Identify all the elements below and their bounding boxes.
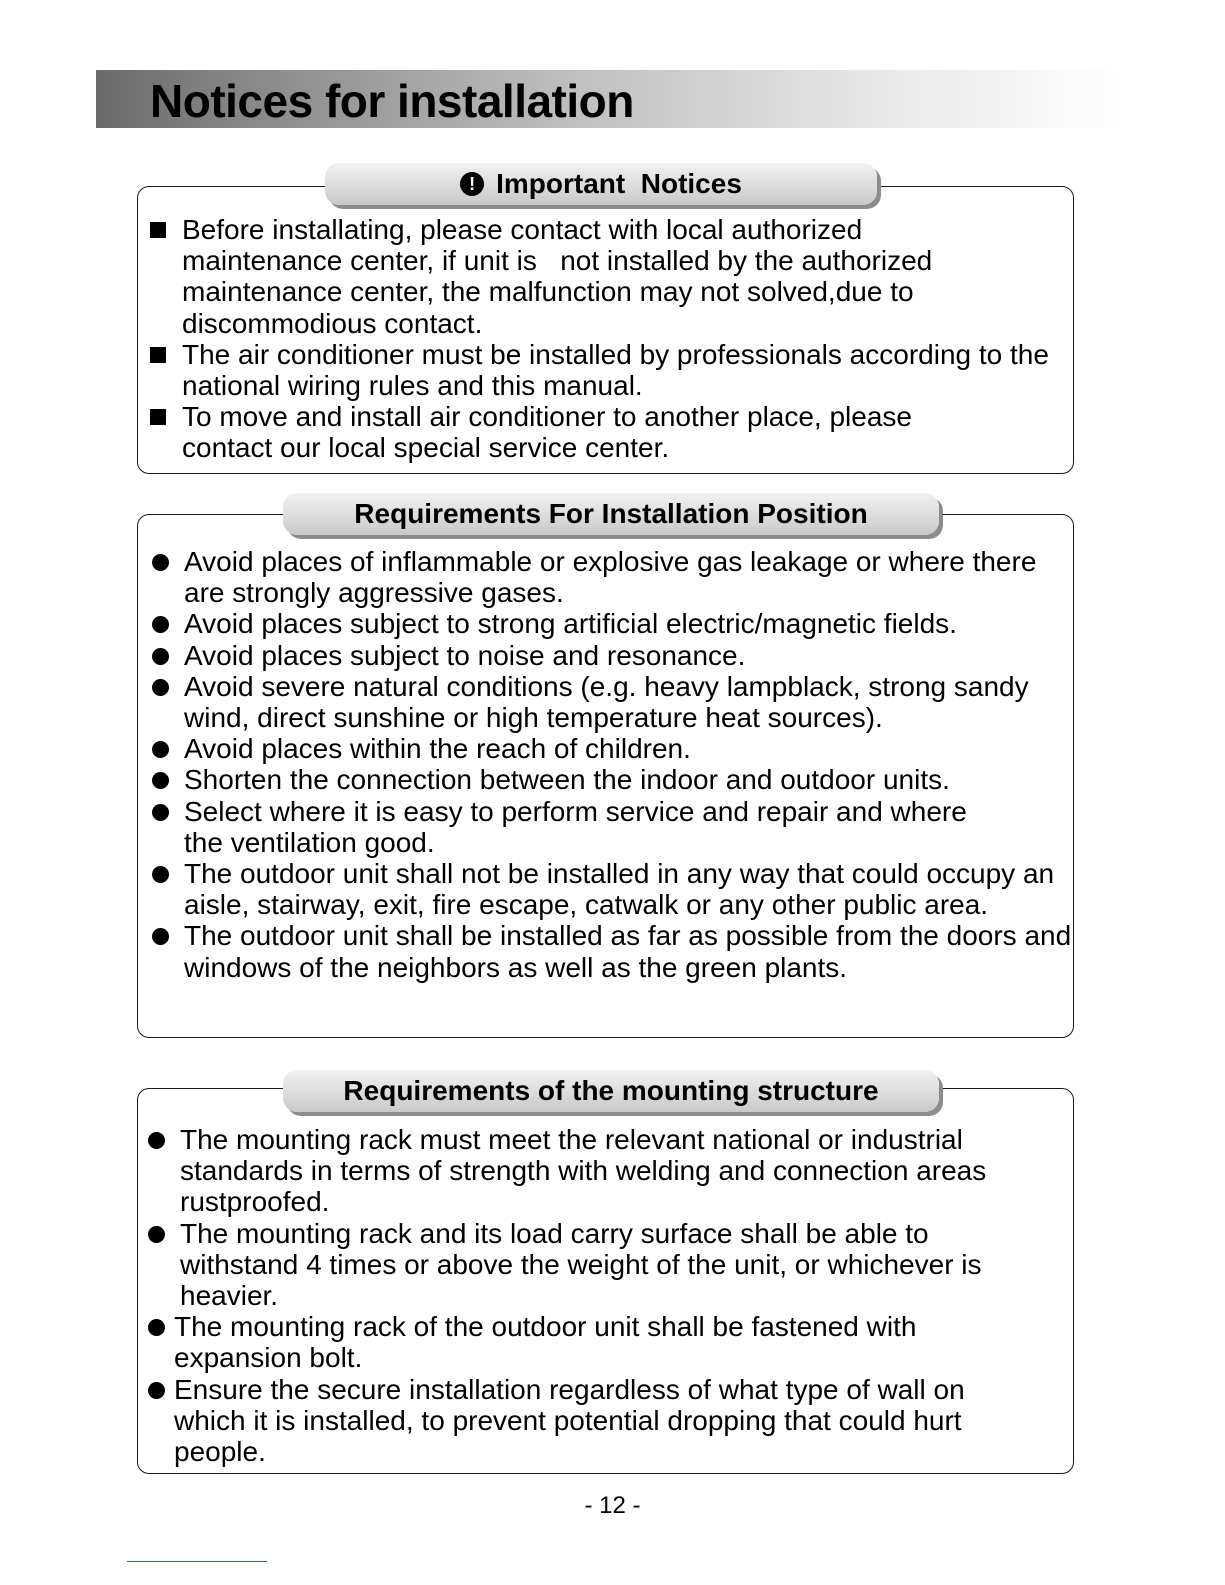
footer-link-underline bbox=[127, 1561, 267, 1562]
list-item-text: Before installating, please contact with local authorized maintenance center, if unit is not installed by the authorized maintenance center, the malfunction may not solved,due to discommodious contact. bbox=[182, 214, 941, 339]
circle-bullet-icon bbox=[152, 866, 169, 883]
square-bullet-icon bbox=[150, 347, 166, 363]
installation-position-list bbox=[152, 546, 1072, 983]
list-item bbox=[150, 401, 982, 463]
circle-bullet-icon bbox=[152, 804, 169, 821]
list-item bbox=[148, 1218, 1010, 1312]
list-item-text: Avoid places subject to noise and resonance. bbox=[184, 639, 746, 671]
square-bullet-icon bbox=[150, 222, 166, 238]
mounting-structure-heading bbox=[283, 1070, 939, 1112]
list-item-text: Avoid places subject to strong artificial electric/magnetic fields. bbox=[184, 608, 957, 640]
circle-bullet-icon bbox=[152, 616, 169, 633]
circle-bullet-icon bbox=[152, 648, 169, 665]
section-heading-label: Important Notices bbox=[496, 168, 742, 199]
circle-bullet-icon bbox=[152, 741, 169, 758]
important-notices-heading bbox=[325, 163, 877, 205]
list-item-text: The mounting rack and its load carry surface shall be able to withstand 4 times or above the weight of the unit, or whichever is heavier. bbox=[180, 1217, 982, 1312]
list-item bbox=[152, 546, 1054, 608]
exclamation-circle-icon: ! bbox=[460, 172, 484, 196]
list-item bbox=[148, 1311, 1004, 1373]
circle-bullet-icon bbox=[152, 772, 169, 789]
list-item bbox=[148, 1124, 1060, 1218]
list-item bbox=[152, 920, 1084, 982]
list-item-text: Select where it is easy to perform service and repair and where the ventilation good. bbox=[184, 795, 967, 858]
list-item-text: The outdoor unit shall be installed as far as possible from the doors and windows of the neighbors as well as the green plants. bbox=[184, 920, 1072, 983]
list-item bbox=[152, 608, 1072, 639]
section-heading-label: Requirements of the mounting structure bbox=[343, 1075, 879, 1106]
list-item bbox=[152, 764, 1072, 795]
list-item-text: The mounting rack must meet the relevant national or industrial standards in terms of strength with welding and connection areas rustproofed. bbox=[180, 1124, 987, 1218]
list-item bbox=[152, 671, 1064, 733]
important-notices-list bbox=[150, 214, 1060, 464]
list-item-text: Shorten the connection between the indoor and outdoor units. bbox=[184, 764, 950, 796]
list-item-text: Avoid severe natural conditions (e.g. heavy lampblack, strong sandy wind, direct sunshine or high temperature heat sources). bbox=[184, 670, 1029, 734]
list-item-text: To move and install air conditioner to another place, please contact our local special service center. bbox=[182, 401, 912, 464]
list-item bbox=[152, 640, 1072, 671]
circle-bullet-icon bbox=[148, 1226, 165, 1243]
list-item-text: The mounting rack of the outdoor unit shall be fastened with expansion bolt. bbox=[174, 1311, 917, 1374]
list-item bbox=[150, 339, 1060, 401]
circle-bullet-icon bbox=[152, 554, 169, 571]
section-heading-label: Requirements For Installation Position bbox=[354, 498, 868, 529]
page-title: Notices for installation bbox=[150, 75, 634, 127]
circle-bullet-icon bbox=[152, 928, 169, 945]
list-item bbox=[152, 858, 1074, 920]
list-item-text: Avoid places within the reach of children. bbox=[184, 733, 691, 765]
circle-bullet-icon bbox=[148, 1319, 165, 1336]
list-item-text: The air conditioner must be installed by professionals according to the national wiring rules and this manual. bbox=[182, 338, 1049, 402]
square-bullet-icon bbox=[150, 409, 166, 425]
list-item-text: Avoid places of inflammable or explosive gas leakage or where there are strongly aggressive gases. bbox=[184, 546, 1037, 609]
installation-position-heading bbox=[283, 493, 939, 535]
list-item bbox=[152, 796, 984, 858]
page-number: - 12 - bbox=[584, 1492, 641, 1519]
list-item bbox=[152, 733, 1072, 764]
list-item-text: The outdoor unit shall not be installed in any way that could occupy an aisle, stairway, exit, fire escape, catwalk or any other public area. bbox=[184, 858, 1055, 921]
circle-bullet-icon bbox=[148, 1382, 165, 1399]
list-item-text: Ensure the secure installation regardless of what type of wall on which it is installed, to prevent potential dropping that could hurt people. bbox=[174, 1373, 965, 1468]
circle-bullet-icon bbox=[152, 679, 169, 696]
mounting-structure-list bbox=[148, 1124, 1068, 1467]
circle-bullet-icon bbox=[148, 1132, 165, 1149]
list-item bbox=[148, 1374, 1034, 1468]
list-item bbox=[150, 214, 942, 339]
